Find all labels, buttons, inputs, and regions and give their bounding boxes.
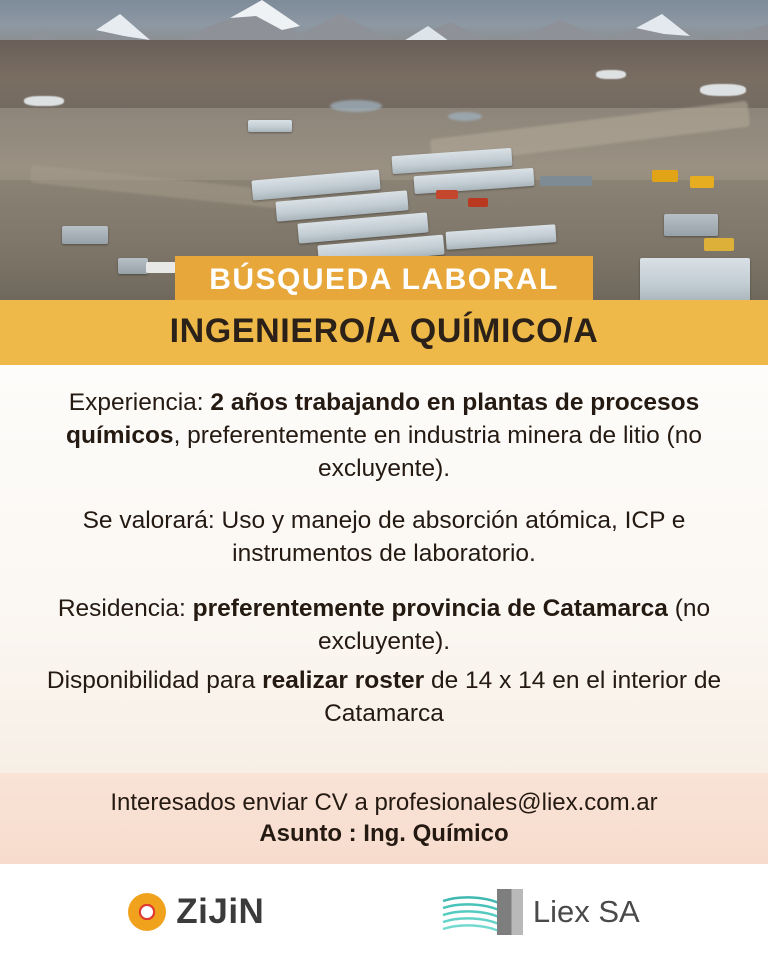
camp-vehicle (652, 170, 678, 182)
liex-logo (441, 889, 640, 935)
mine-site-photo (0, 0, 768, 300)
contact-subject-line: Asunto : Ing. Químico (259, 820, 509, 847)
snow-patch (700, 84, 746, 96)
residence-rest: (no excluyente). (317, 595, 711, 655)
poster-body (0, 365, 768, 773)
zijin-mark-icon (128, 893, 166, 931)
liex-bars-icon (497, 889, 523, 935)
camp-vehicle (468, 198, 488, 207)
title-chip-wrap (0, 256, 768, 300)
residence-bold-2: Catamarca (542, 595, 668, 623)
contact-email-line[interactable]: Interesados enviar CV a profesionales@liex.com.ar (110, 788, 658, 816)
availability-bold: realizar roster (262, 666, 425, 694)
snow-patch (596, 70, 626, 79)
poster-title-chip: BÚSQUEDA LABORAL (175, 256, 593, 300)
water-pond (330, 100, 382, 112)
footer-logos (0, 864, 768, 960)
zijin-logo (128, 892, 264, 932)
availability-suffix: de 14 x 14 en el interior de Catamarca (324, 666, 722, 727)
experience-bold-2: procesos químicos (66, 389, 700, 449)
camp-vehicle (704, 238, 734, 251)
contact-band (0, 773, 768, 864)
camp-building (248, 120, 292, 132)
zijin-logo-text: ZiJiN (176, 892, 265, 931)
camp-vehicle (436, 190, 458, 199)
liex-logo-text: Liex SA (532, 894, 640, 929)
valued-label: Se valorará: (82, 507, 215, 535)
camp-vehicle (690, 176, 714, 188)
camp-building (62, 226, 108, 244)
experience-paragraph (42, 387, 726, 485)
availability-paragraph (42, 665, 726, 731)
valued-text: Uso y manejo de absorción atómica, ICP e instrumentos de laboratorio. (221, 507, 686, 568)
water-pond (448, 112, 482, 121)
availability-prefix: Disponibilidad para (46, 666, 256, 694)
residence-bold-1: preferentemente provincia de (192, 595, 536, 623)
snow-patch (24, 96, 64, 106)
residence-paragraph (42, 593, 726, 659)
experience-label: Experiencia: (68, 389, 204, 416)
liex-mark-icon (441, 889, 523, 935)
camp-building (664, 214, 718, 236)
camp-vehicle (540, 176, 592, 186)
valued-paragraph (42, 505, 726, 571)
poster-subtitle: INGENIERO/A QUÍMICO/A (0, 300, 768, 365)
experience-rest: , preferentemente en industria minera de litio (no excluyente). (173, 421, 702, 482)
experience-bold-1: 2 años trabajando en plantas de (210, 389, 584, 416)
residence-label: Residencia: (57, 595, 186, 623)
